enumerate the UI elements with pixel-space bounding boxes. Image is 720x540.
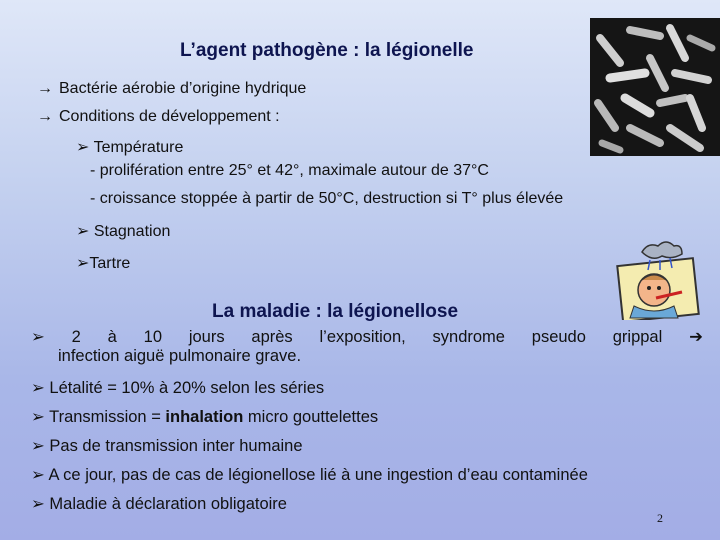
slide-title: L’agent pathogène : la légionelle <box>180 40 474 61</box>
word: à <box>107 328 117 346</box>
bullet-inter-humaine: ➢ Pas de transmission inter humaine <box>31 437 303 455</box>
bacteria-icon <box>590 18 720 156</box>
paragraph-line-1 <box>31 328 703 347</box>
temperature-detail-1: - prolifération entre 25° et 42°, maximale autour de 37°C <box>90 162 489 179</box>
transmission-label: ➢ Transmission = <box>31 408 166 426</box>
transmission-detail: micro gouttelettes <box>243 408 379 426</box>
word: 2 <box>71 328 81 346</box>
bullet-transmission <box>31 407 378 427</box>
arrow-icon: → <box>37 108 53 125</box>
transmission-mode: inhalation <box>165 408 244 426</box>
sick-person-clipart <box>612 240 704 320</box>
bullet-bacterie <box>37 80 306 98</box>
word: grippal <box>612 328 663 346</box>
word: 10 <box>143 328 162 346</box>
page-number: 2 <box>657 511 663 525</box>
paragraph-line-2: infection aiguë pulmonaire grave. <box>58 347 302 365</box>
bullet-ingestion: ➢ A ce jour, pas de cas de légionellose lié à une ingestion d’eau contaminée <box>31 466 588 484</box>
sick-person-icon <box>612 240 704 320</box>
bullet-declaration: ➢ Maladie à déclaration obligatoire <box>31 495 287 513</box>
bullet-text: Bactérie aérobie d’origine hydrique <box>59 80 307 97</box>
temperature-detail-2: - croissance stoppée à partir de 50°C, destruction si T° plus élevée <box>90 190 564 207</box>
right-arrow-icon: ➔ <box>689 328 703 346</box>
section-subtitle: La maladie : la légionellose <box>212 301 459 322</box>
bullet-temperature: ➢ Température <box>76 139 184 156</box>
bullet-text: Conditions de développement : <box>59 108 280 125</box>
incubation-paragraph <box>31 328 703 366</box>
word: pseudo <box>531 328 586 346</box>
word: jours <box>188 328 225 346</box>
word: l’exposition, <box>319 328 406 346</box>
bullet-tartre: ➢Tartre <box>76 255 131 272</box>
bullet-conditions <box>37 108 280 126</box>
bullet-stagnation: ➢ Stagnation <box>76 223 171 240</box>
arrow-icon: → <box>37 80 53 97</box>
bullet-letalite: ➢ Létalité = 10% à 20% selon les séries <box>31 379 325 397</box>
word: syndrome <box>432 328 505 346</box>
word: après <box>251 328 293 346</box>
bullet-marker: ➢ <box>31 328 45 346</box>
bacteria-micrograph-image <box>590 18 720 156</box>
